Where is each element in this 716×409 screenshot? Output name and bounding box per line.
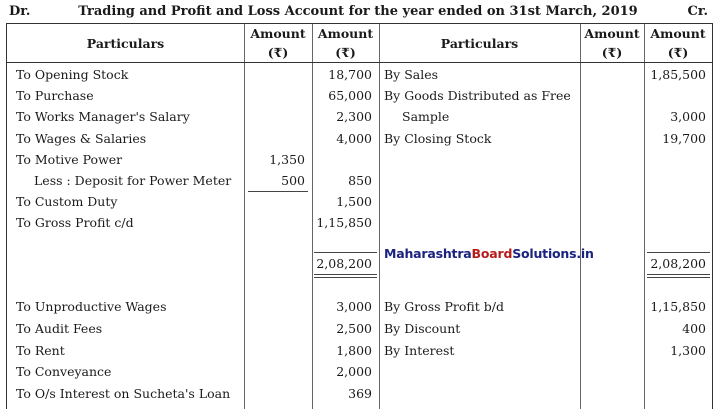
trading-total-credit: 2,08,200 [650,256,706,271]
particulars-header-left: Particulars [86,36,165,51]
ledger-row-label: To Audit Fees [16,321,103,336]
ledger-row-amount: 1,800 [336,343,372,358]
ledger-row-amount: 1,500 [336,194,372,209]
ledger-row-label: By Gross Profit b/d [384,299,504,314]
ledger-row-amount: 3,000 [336,299,372,314]
amount-header-left: Amount (₹) [317,26,374,60]
header-divider [7,62,712,63]
amount-header-right-inner: Amount (₹) [584,26,640,60]
ledger-row-amount: 1,85,500 [650,67,706,82]
debit-marker: Dr. [9,4,31,19]
ledger-row-label: By Closing Stock [384,131,492,146]
ledger-row-label: To Rent [16,343,65,358]
amount-header-inner: Amount (₹) [250,26,306,60]
ledger-row-label: Sample [402,109,450,124]
total-rule [314,274,377,275]
ledger-row-label: To Custom Duty [16,194,118,209]
total-rule [647,277,710,278]
total-rule [314,277,377,278]
ledger-row-label: To Unproductive Wages [16,299,167,314]
ledger-row-label: By Sales [384,67,439,82]
ledger-row-label: By Goods Distributed as Free [384,88,571,103]
column-rule [244,24,245,409]
trading-total-debit: 2,08,200 [316,256,372,271]
subtotal-rule [248,191,308,192]
column-rule [580,24,581,409]
particulars-header-right: Particulars [440,36,519,51]
ledger-row-amount: 1,15,850 [316,215,372,230]
ledger-row-amount: 369 [348,386,372,401]
ledger-row-label: By Discount [384,321,461,336]
ledger-row-label: To Wages & Salaries [16,131,147,146]
ledger-row-label: Less : Deposit for Power Meter [34,173,232,188]
ledger-row-amount: 2,300 [336,109,372,124]
ledger-row-inner-amount: 1,350 [269,152,305,167]
ledger-row-label: To Gross Profit c/d [16,215,134,230]
total-rule [647,274,710,275]
credit-marker: Cr. [687,4,708,19]
ledger-row-amount: 2,500 [336,321,372,336]
account-header [0,0,716,22]
ledger-row-amount: 65,000 [328,88,372,103]
ledger-row-label: To Works Manager's Salary [16,109,190,124]
ledger-row-label: To Conveyance [16,364,112,379]
ledger-table [6,23,713,409]
ledger-row-amount: 18,700 [328,67,372,82]
ledger-row-amount: 400 [682,321,706,336]
total-rule [647,252,710,253]
ledger-row-amount: 4,000 [336,131,372,146]
page-title: Trading and Profit and Loss Account for the year ended on 31st March, 2019 [78,4,638,19]
ledger-row-amount: 1,300 [670,343,706,358]
watermark-logo: MaharashtraBoardSolutions.in [384,246,594,261]
column-rule [379,24,380,409]
ledger-row-amount: 850 [348,173,372,188]
ledger-row-amount: 19,700 [662,131,706,146]
ledger-row-inner-amount: 500 [281,173,305,188]
ledger-row-label: To Opening Stock [16,67,129,82]
ledger-row-amount: 3,000 [670,109,706,124]
ledger-row-label: To O/s Interest on Sucheta's Loan [16,386,231,401]
ledger-row-label: To Motive Power [16,152,123,167]
total-rule [314,252,377,253]
ledger-row-amount: 2,000 [336,364,372,379]
amount-header-right: Amount (₹) [650,26,706,60]
ledger-row-amount: 1,15,850 [650,299,706,314]
ledger-row-label: To Purchase [16,88,94,103]
ledger-row-label: By Interest [384,343,455,358]
